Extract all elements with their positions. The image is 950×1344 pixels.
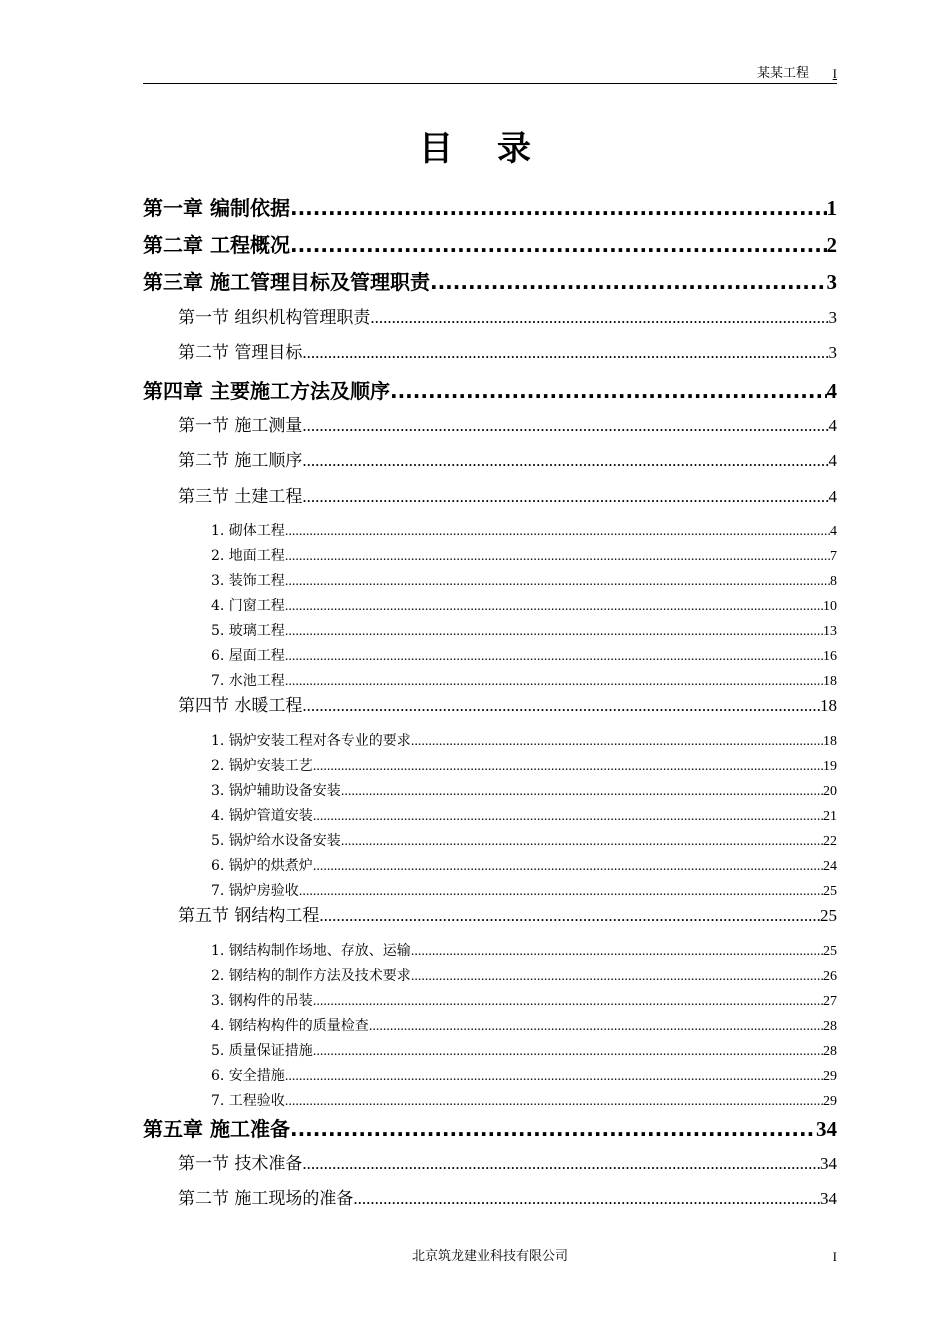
toc-entry-page: 28	[823, 1019, 837, 1034]
toc-entry-label: 7. 工程验收	[211, 1093, 285, 1109]
toc-entry-page: 4	[828, 416, 837, 435]
toc-entry[interactable]	[143, 194, 837, 222]
toc-dot-leader	[341, 832, 823, 852]
toc-entry[interactable]	[178, 414, 837, 438]
toc-entry[interactable]	[211, 571, 837, 592]
toc-entry-label: 2. 地面工程	[211, 548, 285, 564]
toc-entry-page: 18	[820, 696, 837, 715]
toc-entry-label: 6. 安全措施	[211, 1068, 285, 1084]
toc-entry-label: 2. 钢结构的制作方法及技术要求	[211, 968, 411, 984]
toc-entry-label: 3. 钢构件的吊装	[211, 993, 313, 1009]
toc-dot-leader	[302, 485, 828, 509]
toc-entry[interactable]	[211, 731, 837, 752]
toc-dot-leader	[285, 597, 823, 617]
toc-dot-leader	[290, 1115, 816, 1143]
toc-entry[interactable]	[178, 904, 837, 928]
toc-entry[interactable]	[143, 1115, 837, 1143]
toc-entry-page: 3	[826, 270, 837, 294]
toc-entry[interactable]	[178, 306, 837, 330]
toc-dot-leader	[285, 647, 823, 667]
toc-dot-leader	[302, 341, 828, 365]
toc-dot-leader	[285, 522, 830, 542]
toc-entry-page: 4	[828, 487, 837, 506]
toc-entry-page: 16	[823, 649, 837, 664]
toc-entry-page: 4	[830, 524, 837, 539]
toc-entry-page: 18	[823, 674, 837, 689]
toc-dot-leader	[285, 622, 823, 642]
toc-dot-leader	[313, 857, 823, 877]
toc-entry-page: 4	[828, 451, 837, 470]
toc-dot-leader	[313, 992, 823, 1012]
toc-dot-leader	[319, 904, 820, 928]
toc-entry-label: 7. 锅炉房验收	[211, 883, 299, 899]
toc-dot-leader	[285, 1067, 823, 1087]
toc-dot-leader	[302, 414, 828, 438]
toc-entry-page: 10	[823, 599, 837, 614]
toc-entry[interactable]	[211, 991, 837, 1012]
toc-entry[interactable]	[211, 546, 837, 567]
toc-entry[interactable]	[211, 831, 837, 852]
toc-entry-label: 5. 锅炉给水设备安装	[211, 833, 341, 849]
page-footer	[143, 1248, 837, 1268]
toc-entry[interactable]	[143, 377, 837, 405]
toc-entry-label: 4. 钢结构构件的质量检查	[211, 1018, 369, 1034]
toc-entry-page: 13	[823, 624, 837, 639]
toc-entry[interactable]	[143, 268, 837, 296]
toc-entry-label: 第三节 土建工程	[178, 487, 303, 507]
toc-entry[interactable]	[211, 1041, 837, 1062]
toc-entry-page: 2	[826, 233, 837, 257]
toc-dot-leader	[411, 942, 823, 962]
toc-dot-leader	[353, 1187, 820, 1211]
toc-entry[interactable]	[211, 596, 837, 617]
toc-entry-page: 25	[823, 884, 837, 899]
toc-entry-label: 3. 装饰工程	[211, 573, 285, 589]
toc-entry[interactable]	[211, 881, 837, 902]
toc-entry-label: 5. 玻璃工程	[211, 623, 285, 639]
toc-entry-page: 8	[830, 574, 837, 589]
toc-entry-page: 25	[823, 944, 837, 959]
toc-dot-leader	[369, 1017, 823, 1037]
toc-entry-page: 26	[823, 969, 837, 984]
toc-entry-page: 29	[823, 1094, 837, 1109]
toc-entry-label: 第五章 施工准备	[143, 1117, 290, 1141]
toc-entry[interactable]	[211, 756, 837, 777]
toc-entry-label: 4. 门窗工程	[211, 598, 285, 614]
toc-dot-leader	[302, 1152, 820, 1176]
toc-entry[interactable]	[211, 966, 837, 987]
toc-entry-page: 20	[823, 784, 837, 799]
toc-entry-label: 第二节 施工现场的准备	[178, 1189, 354, 1209]
toc-entry[interactable]	[211, 671, 837, 692]
toc-dot-leader	[285, 672, 823, 692]
toc-entry-label: 第二章 工程概况	[143, 233, 290, 257]
toc-entry-label: 1. 砌体工程	[211, 523, 285, 539]
toc-entry-label: 第一节 技术准备	[178, 1154, 303, 1174]
toc-dot-leader	[290, 194, 827, 222]
toc-entry-page: 18	[823, 734, 837, 749]
toc-entry-page: 1	[826, 196, 837, 220]
toc-entry-page: 22	[823, 834, 837, 849]
toc-entry-label: 第二节 施工顺序	[178, 451, 303, 471]
toc-entry-label: 6. 屋面工程	[211, 648, 285, 664]
toc-entry[interactable]	[211, 941, 837, 962]
toc-entry[interactable]	[211, 621, 837, 642]
toc-dot-leader	[299, 882, 823, 902]
header-project-name: 某某工程	[756, 66, 809, 81]
toc-entry-page: 29	[823, 1069, 837, 1084]
toc-entry-page: 3	[828, 343, 837, 362]
header-page-number: I	[832, 66, 837, 81]
toc-entry-page: 3	[828, 308, 837, 327]
toc-entry-page: 24	[823, 859, 837, 874]
toc-dot-leader	[341, 782, 823, 802]
toc-entry[interactable]	[211, 1091, 837, 1112]
toc-entry-label: 4. 锅炉管道安装	[211, 808, 313, 824]
toc-entry-label: 第四节 水暖工程	[178, 696, 303, 716]
toc-dot-leader	[313, 1042, 823, 1062]
toc-entry-label: 第三章 施工管理目标及管理职责	[143, 270, 430, 294]
toc-dot-leader	[302, 449, 828, 473]
toc-entry[interactable]	[211, 646, 837, 667]
title-char-2: 录	[497, 129, 531, 169]
toc-dot-leader	[411, 732, 823, 752]
toc-entry-label: 1. 钢结构制作场地、存放、运输	[211, 943, 411, 959]
toc-entry-page: 28	[823, 1044, 837, 1059]
toc-entry-label: 第四章 主要施工方法及顺序	[143, 379, 390, 403]
toc-entry-page: 25	[820, 906, 837, 925]
toc-entry[interactable]	[178, 485, 837, 509]
footer-page-number: I	[832, 1249, 837, 1264]
toc-entry-label: 1. 锅炉安装工程对各专业的要求	[211, 733, 411, 749]
toc-entry-page: 21	[823, 809, 837, 824]
title-char-1: 目	[419, 129, 453, 169]
toc-entry-label: 第一节 施工测量	[178, 416, 303, 436]
toc-entry-label: 7. 水池工程	[211, 673, 285, 689]
toc-entry-page: 34	[820, 1189, 837, 1208]
toc-entry-label: 2. 锅炉安装工艺	[211, 758, 313, 774]
toc-entry[interactable]	[178, 694, 837, 718]
toc-entry[interactable]	[143, 231, 837, 259]
toc-dot-leader	[370, 306, 828, 330]
toc-entry[interactable]	[211, 781, 837, 802]
toc-entry-label: 5. 质量保证措施	[211, 1043, 313, 1059]
toc-entry-page: 34	[816, 1117, 837, 1141]
toc-entry-label: 3. 锅炉辅助设备安装	[211, 783, 341, 799]
toc-dot-leader	[290, 231, 827, 259]
toc-dot-leader	[411, 967, 823, 987]
toc-dot-leader	[285, 1092, 823, 1112]
footer-company-name: 北京筑龙建业科技有限公司	[411, 1249, 568, 1264]
toc-dot-leader	[313, 807, 823, 827]
toc-dot-leader	[285, 547, 830, 567]
toc-entry[interactable]	[211, 856, 837, 877]
toc-entry[interactable]	[178, 449, 837, 473]
toc-entry-label: 第一节 组织机构管理职责	[178, 308, 371, 328]
toc-entry[interactable]	[211, 1066, 837, 1087]
toc-entry-label: 6. 锅炉的烘煮炉	[211, 858, 313, 874]
toc-dot-leader	[285, 572, 830, 592]
toc-entry-page: 7	[830, 549, 837, 564]
toc-entry-label: 第二节 管理目标	[178, 343, 303, 363]
toc-dot-leader	[313, 757, 823, 777]
toc-entry-page: 34	[820, 1154, 837, 1173]
toc-entry-label: 第一章 编制依据	[143, 196, 290, 220]
toc-dot-leader	[302, 694, 820, 718]
toc-entry[interactable]	[178, 341, 837, 365]
toc-entry[interactable]	[211, 806, 837, 827]
toc-dot-leader	[390, 377, 827, 405]
toc-entry[interactable]	[211, 1016, 837, 1037]
toc-entry-page: 4	[826, 379, 837, 403]
toc-entry-page: 19	[823, 759, 837, 774]
toc-entry[interactable]	[211, 521, 837, 542]
toc-entry-label: 第五节 钢结构工程	[178, 906, 320, 926]
toc-dot-leader	[430, 268, 827, 296]
toc-entry[interactable]	[178, 1152, 837, 1176]
toc-entry-page: 27	[823, 994, 837, 1009]
toc-entry[interactable]	[178, 1187, 837, 1211]
